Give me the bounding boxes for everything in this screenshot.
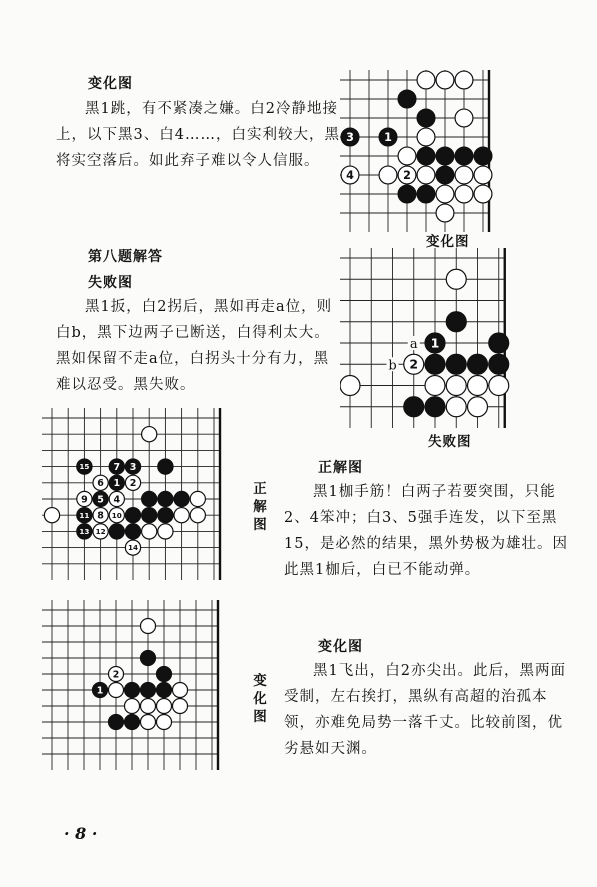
black-stone — [156, 666, 171, 681]
white-stone — [340, 376, 360, 396]
section-heading-variation-1: 变化图 — [88, 76, 133, 92]
go-diagram-correct — [42, 408, 254, 580]
svg-text:7: 7 — [113, 462, 121, 474]
black-stone — [124, 682, 139, 697]
svg-text:5: 5 — [97, 494, 104, 506]
white-stone — [125, 540, 140, 555]
white-stone — [124, 698, 139, 713]
white-stone — [398, 166, 416, 184]
svg-text:10: 10 — [111, 510, 122, 520]
svg-text:15: 15 — [79, 462, 90, 472]
white-stone — [190, 491, 205, 506]
section-heading-correct: 正解图 — [318, 460, 363, 476]
diagram-caption-correct: 正解图 — [253, 481, 267, 533]
svg-text:2: 2 — [403, 169, 411, 183]
black-stone — [158, 508, 173, 523]
white-stone — [109, 491, 124, 506]
black-stone — [108, 714, 123, 729]
svg-text:11: 11 — [79, 510, 90, 520]
black-stone — [446, 312, 466, 332]
black-stone — [109, 459, 124, 474]
black-stone — [156, 682, 171, 697]
black-stone — [425, 354, 445, 374]
svg-text:3: 3 — [129, 462, 137, 474]
white-stone — [417, 166, 435, 184]
white-stone — [398, 147, 416, 165]
svg-text:2: 2 — [112, 669, 120, 681]
black-stone — [142, 491, 157, 506]
section-heading-problem-8: 第八题解答 — [88, 249, 163, 265]
white-stone — [474, 166, 492, 184]
board-point-label: b — [388, 358, 397, 374]
white-stone — [455, 166, 473, 184]
section-text-variation-2: 黑1飞出，白2亦尖出。此后，黑两面受制，左右挨打，黑纵有高超的治孤本领，亦难免局势一落千丈。比较前图，优劣悬如天渊。 — [284, 663, 566, 757]
black-stone — [93, 491, 108, 506]
black-stone — [140, 650, 155, 665]
black-stone — [489, 354, 509, 374]
white-stone — [190, 508, 205, 523]
white-stone — [446, 376, 466, 396]
board-point-label: a — [409, 337, 418, 352]
black-stone — [109, 475, 124, 490]
white-stone — [417, 71, 435, 89]
black-stone — [404, 397, 424, 417]
white-stone — [140, 698, 155, 713]
black-stone — [124, 714, 139, 729]
white-stone — [93, 475, 108, 490]
white-stone — [156, 714, 171, 729]
black-stone — [446, 354, 466, 374]
white-stone — [436, 71, 454, 89]
black-stone — [142, 508, 157, 523]
section-text-variation-1: 黑1跳，有不紧凑之嫌。白2冷静地接上，以下黑3、白4……，白实利较大，黑将实空落后。如此弃子难以令人信服。 — [56, 101, 340, 169]
black-stone — [77, 524, 92, 539]
page-number: · 8 · — [64, 824, 98, 843]
white-stone — [446, 397, 466, 417]
svg-text:2: 2 — [129, 478, 137, 490]
white-stone — [108, 666, 123, 681]
section-subheading-failure: 失败图 — [88, 275, 133, 291]
black-stone — [436, 147, 454, 165]
white-stone — [455, 71, 473, 89]
black-stone — [125, 459, 140, 474]
black-stone — [92, 682, 107, 697]
black-stone — [417, 147, 435, 165]
white-stone — [468, 376, 488, 396]
white-stone — [404, 354, 424, 374]
white-stone — [468, 397, 488, 417]
black-stone — [341, 128, 359, 146]
black-stone — [174, 491, 189, 506]
black-stone — [425, 333, 445, 353]
white-stone — [77, 491, 92, 506]
diagram-caption-variation-2: 变化图 — [253, 673, 267, 725]
svg-text:1: 1 — [96, 685, 104, 697]
diagram-caption-failure: 失败图 — [428, 434, 472, 450]
white-stone — [455, 185, 473, 203]
white-stone — [140, 714, 155, 729]
white-stone — [156, 698, 171, 713]
black-stone — [398, 90, 416, 108]
svg-text:3: 3 — [346, 131, 354, 145]
black-stone — [140, 682, 155, 697]
svg-text:6: 6 — [97, 478, 104, 490]
white-stone — [489, 376, 509, 396]
section-heading-variation-2: 变化图 — [318, 639, 363, 655]
white-stone — [172, 682, 187, 697]
white-stone — [446, 269, 466, 289]
black-stone — [474, 147, 492, 165]
white-stone — [93, 524, 108, 539]
white-stone — [174, 508, 189, 523]
white-stone — [158, 524, 173, 539]
white-stone — [172, 698, 187, 713]
section-text-failure: 黑1扳，白2拐后，黑如再走a位，则白b，黑下边两子已断送，白得利太大。黑如保留不走a位，白拐头十分有力，黑难以忍受。黑失败。 — [56, 299, 333, 393]
black-stone — [398, 185, 416, 203]
black-stone — [417, 109, 435, 127]
white-stone — [142, 427, 157, 442]
black-stone — [109, 524, 124, 539]
white-stone — [436, 185, 454, 203]
svg-text:13: 13 — [79, 527, 90, 537]
svg-text:4: 4 — [113, 494, 121, 506]
black-stone — [77, 508, 92, 523]
white-stone — [109, 508, 124, 523]
svg-text:8: 8 — [97, 510, 104, 522]
white-stone — [417, 128, 435, 146]
svg-text:12: 12 — [95, 527, 106, 537]
white-stone — [125, 475, 140, 490]
diagram-caption-variation-1: 变化图 — [426, 234, 470, 250]
svg-text:2: 2 — [409, 356, 419, 372]
black-stone — [158, 459, 173, 474]
black-stone — [468, 354, 488, 374]
black-stone — [158, 491, 173, 506]
black-stone — [455, 147, 473, 165]
go-diagram-failure — [340, 248, 555, 428]
white-stone — [341, 166, 359, 184]
svg-text:1: 1 — [430, 335, 440, 351]
svg-text:4: 4 — [346, 169, 354, 183]
white-stone — [455, 109, 473, 127]
svg-text:14: 14 — [127, 543, 139, 553]
white-stone — [44, 508, 59, 523]
svg-text:9: 9 — [81, 494, 88, 506]
white-stone — [108, 682, 123, 697]
white-stone — [142, 524, 157, 539]
white-stone — [425, 376, 445, 396]
svg-text:1: 1 — [113, 478, 121, 490]
section-text-correct: 黑1枷手筋！白两子若要突围，只能2、4笨冲；白3、5强手连发，以下至黑15，是必然的结果，黑外势极为雄壮。因此黑1枷后，白已不能动弹。 — [284, 484, 568, 578]
black-stone — [425, 397, 445, 417]
black-stone — [436, 166, 454, 184]
go-diagram-variation-2 — [42, 600, 254, 770]
black-stone — [77, 459, 92, 474]
black-stone — [125, 524, 140, 539]
black-stone — [379, 128, 397, 146]
black-stone — [125, 508, 140, 523]
go-diagram-variation-1 — [340, 70, 555, 232]
white-stone — [436, 204, 454, 222]
white-stone — [93, 508, 108, 523]
white-stone — [140, 618, 155, 633]
black-stone — [489, 333, 509, 353]
white-stone — [379, 166, 397, 184]
white-stone — [474, 185, 492, 203]
black-stone — [417, 185, 435, 203]
svg-text:1: 1 — [384, 131, 392, 145]
